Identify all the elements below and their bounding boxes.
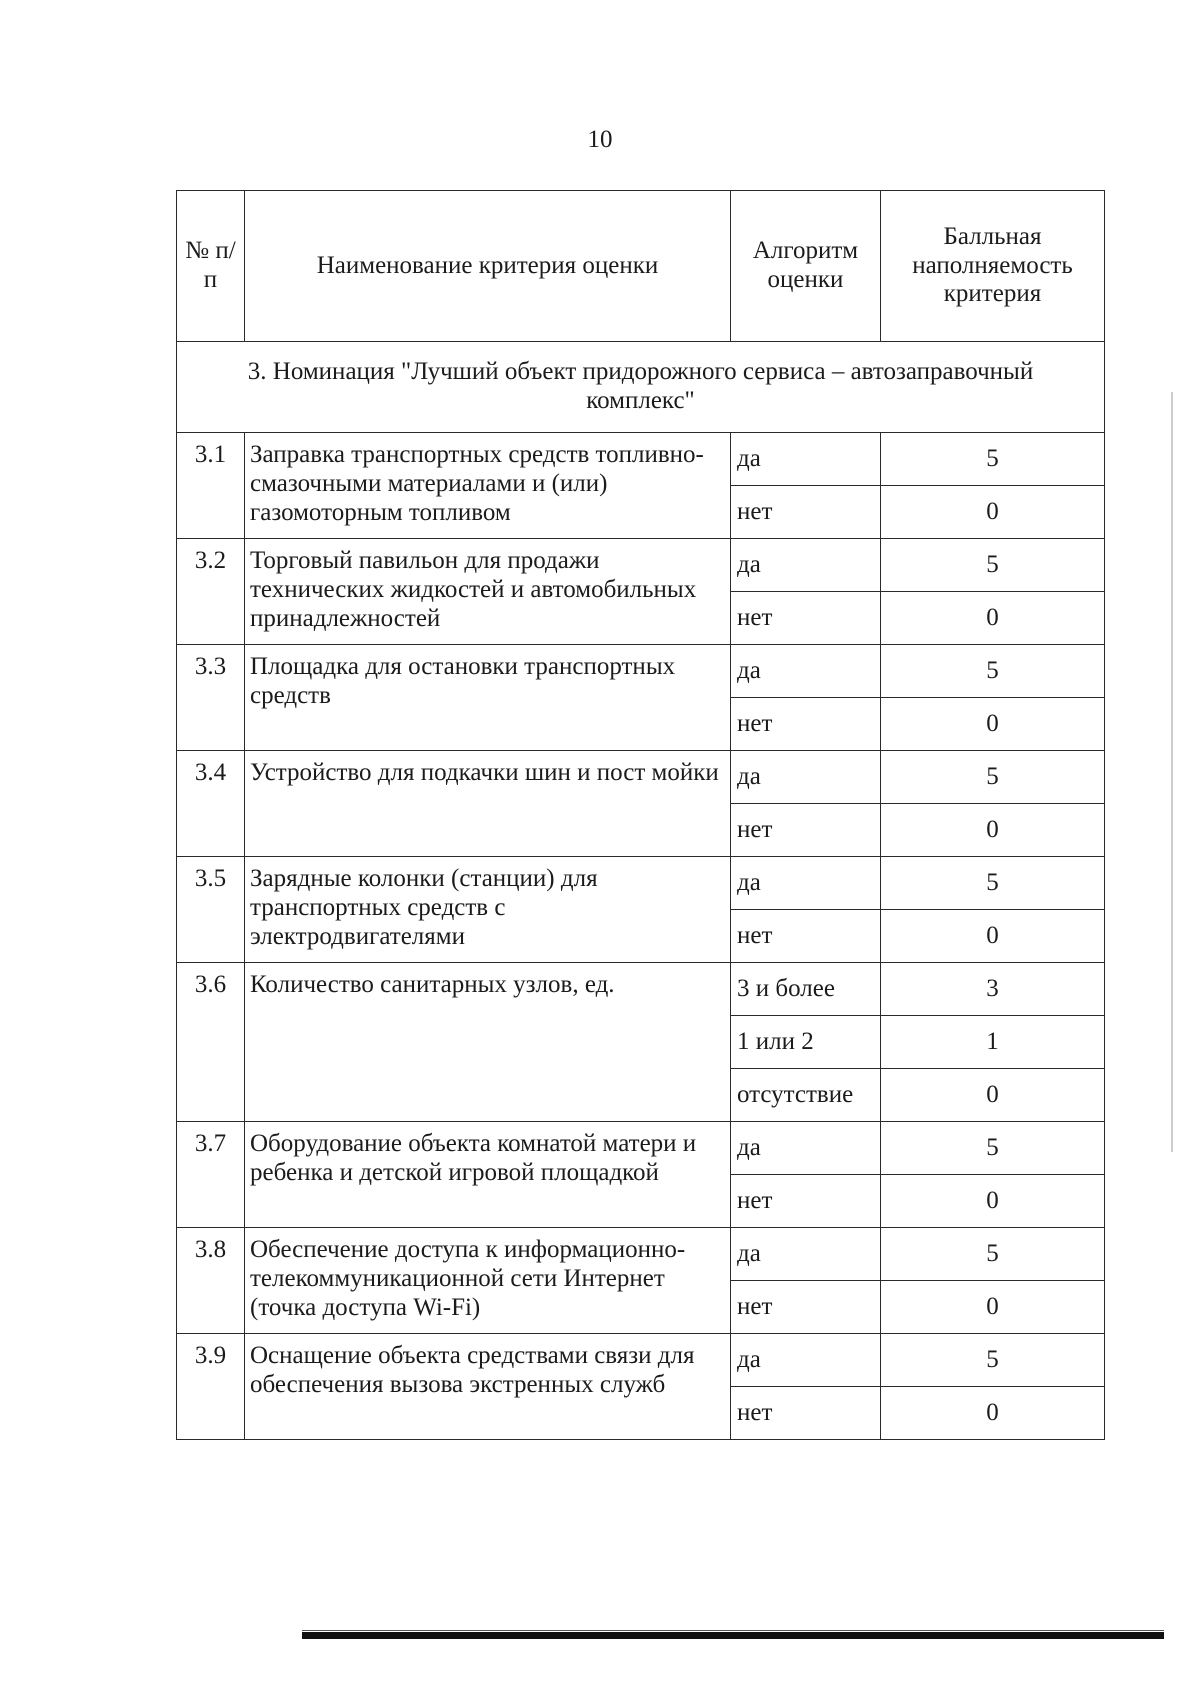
criteria-option-row [177, 1334, 1105, 1387]
criterion-number: 3.7 [177, 1122, 245, 1228]
criterion-name: Заправка транспортных средств топливно-смазочными материалами и (или) газомоторным топливом [245, 433, 731, 539]
criterion-number: 3.8 [177, 1228, 245, 1334]
criterion-algorithm: да [731, 645, 881, 698]
criterion-algorithm: да [731, 1122, 881, 1175]
criterion-algorithm: да [731, 1228, 881, 1281]
criterion-algorithm: нет [731, 592, 881, 645]
criterion-score: 5 [881, 1122, 1105, 1175]
criterion-number: 3.5 [177, 857, 245, 963]
criterion-name: Зарядные колонки (станции) для транспортных средств с электродвигателями [245, 857, 731, 963]
header-name: Наименование критерия оценки [245, 191, 731, 342]
header-algorithm: Алгоритм оценки [731, 191, 881, 342]
criterion-algorithm: нет [731, 698, 881, 751]
criterion-score: 0 [881, 1069, 1105, 1122]
criteria-table [176, 190, 1105, 1440]
criteria-option-row [177, 1122, 1105, 1175]
criteria-option-row [177, 751, 1105, 804]
criterion-number: 3.6 [177, 963, 245, 1122]
criterion-algorithm: нет [731, 1387, 881, 1440]
table-body [177, 191, 1105, 1440]
criterion-name: Устройство для подкачки шин и пост мойки [245, 751, 731, 857]
criterion-algorithm: нет [731, 910, 881, 963]
criterion-score: 5 [881, 539, 1105, 592]
criterion-score: 0 [881, 910, 1105, 963]
criterion-algorithm: отсутствие [731, 1069, 881, 1122]
criterion-score: 5 [881, 1228, 1105, 1281]
header-row [177, 191, 1105, 342]
criterion-score: 5 [881, 1334, 1105, 1387]
criterion-algorithm: да [731, 751, 881, 804]
criterion-algorithm: да [731, 1334, 881, 1387]
criterion-score: 5 [881, 645, 1105, 698]
criteria-option-row [177, 857, 1105, 910]
criterion-name: Торговый павильон для продажи технических жидкостей и автомобильных принадлежностей [245, 539, 731, 645]
criterion-algorithm: нет [731, 486, 881, 539]
criterion-name: Количество санитарных узлов, ед. [245, 963, 731, 1122]
criteria-option-row [177, 963, 1105, 1016]
scan-margin-mark [1171, 392, 1173, 1152]
criterion-score: 0 [881, 1175, 1105, 1228]
criterion-number: 3.1 [177, 433, 245, 539]
header-num: № п/п [177, 191, 245, 342]
criterion-score: 0 [881, 1387, 1105, 1440]
criterion-name: Оборудование объекта комнатой матери и ребенка и детской игровой площадкой [245, 1122, 731, 1228]
footer-rule [302, 1632, 1164, 1639]
criterion-number: 3.3 [177, 645, 245, 751]
footer-rule-thin [302, 1630, 1164, 1631]
criterion-algorithm: 1 или 2 [731, 1016, 881, 1069]
criterion-algorithm: нет [731, 1175, 881, 1228]
criterion-algorithm: да [731, 857, 881, 910]
criterion-score: 5 [881, 433, 1105, 486]
page-number: 10 [587, 126, 613, 153]
criterion-score: 5 [881, 751, 1105, 804]
criterion-score: 0 [881, 486, 1105, 539]
criterion-algorithm: 3 и более [731, 963, 881, 1016]
criterion-score: 5 [881, 857, 1105, 910]
criterion-number: 3.2 [177, 539, 245, 645]
criterion-number: 3.9 [177, 1334, 245, 1440]
criteria-option-row [177, 1228, 1105, 1281]
criterion-score: 0 [881, 1281, 1105, 1334]
criterion-algorithm: нет [731, 1281, 881, 1334]
header-score: Балльная наполняемость критерия [881, 191, 1105, 342]
criteria-option-row [177, 539, 1105, 592]
criteria-option-row [177, 645, 1105, 698]
criteria-option-row [177, 433, 1105, 486]
criterion-score: 0 [881, 592, 1105, 645]
criterion-number: 3.4 [177, 751, 245, 857]
nomination-row [177, 342, 1105, 433]
criterion-score: 1 [881, 1016, 1105, 1069]
criterion-score: 3 [881, 963, 1105, 1016]
criterion-score: 0 [881, 698, 1105, 751]
criterion-algorithm: да [731, 539, 881, 592]
criterion-algorithm: да [731, 433, 881, 486]
nomination-title: 3. Номинация "Лучший объект придорожного сервиса – автозаправочный комплекс" [177, 342, 1105, 433]
criterion-name: Обеспечение доступа к информационно-телекоммуникационной сети Интернет (точка доступа Wi-Fi) [245, 1228, 731, 1334]
criterion-name: Площадка для остановки транспортных средств [245, 645, 731, 751]
criterion-algorithm: нет [731, 804, 881, 857]
criterion-name: Оснащение объекта средствами связи для обеспечения вызова экстренных служб [245, 1334, 731, 1440]
criterion-score: 0 [881, 804, 1105, 857]
